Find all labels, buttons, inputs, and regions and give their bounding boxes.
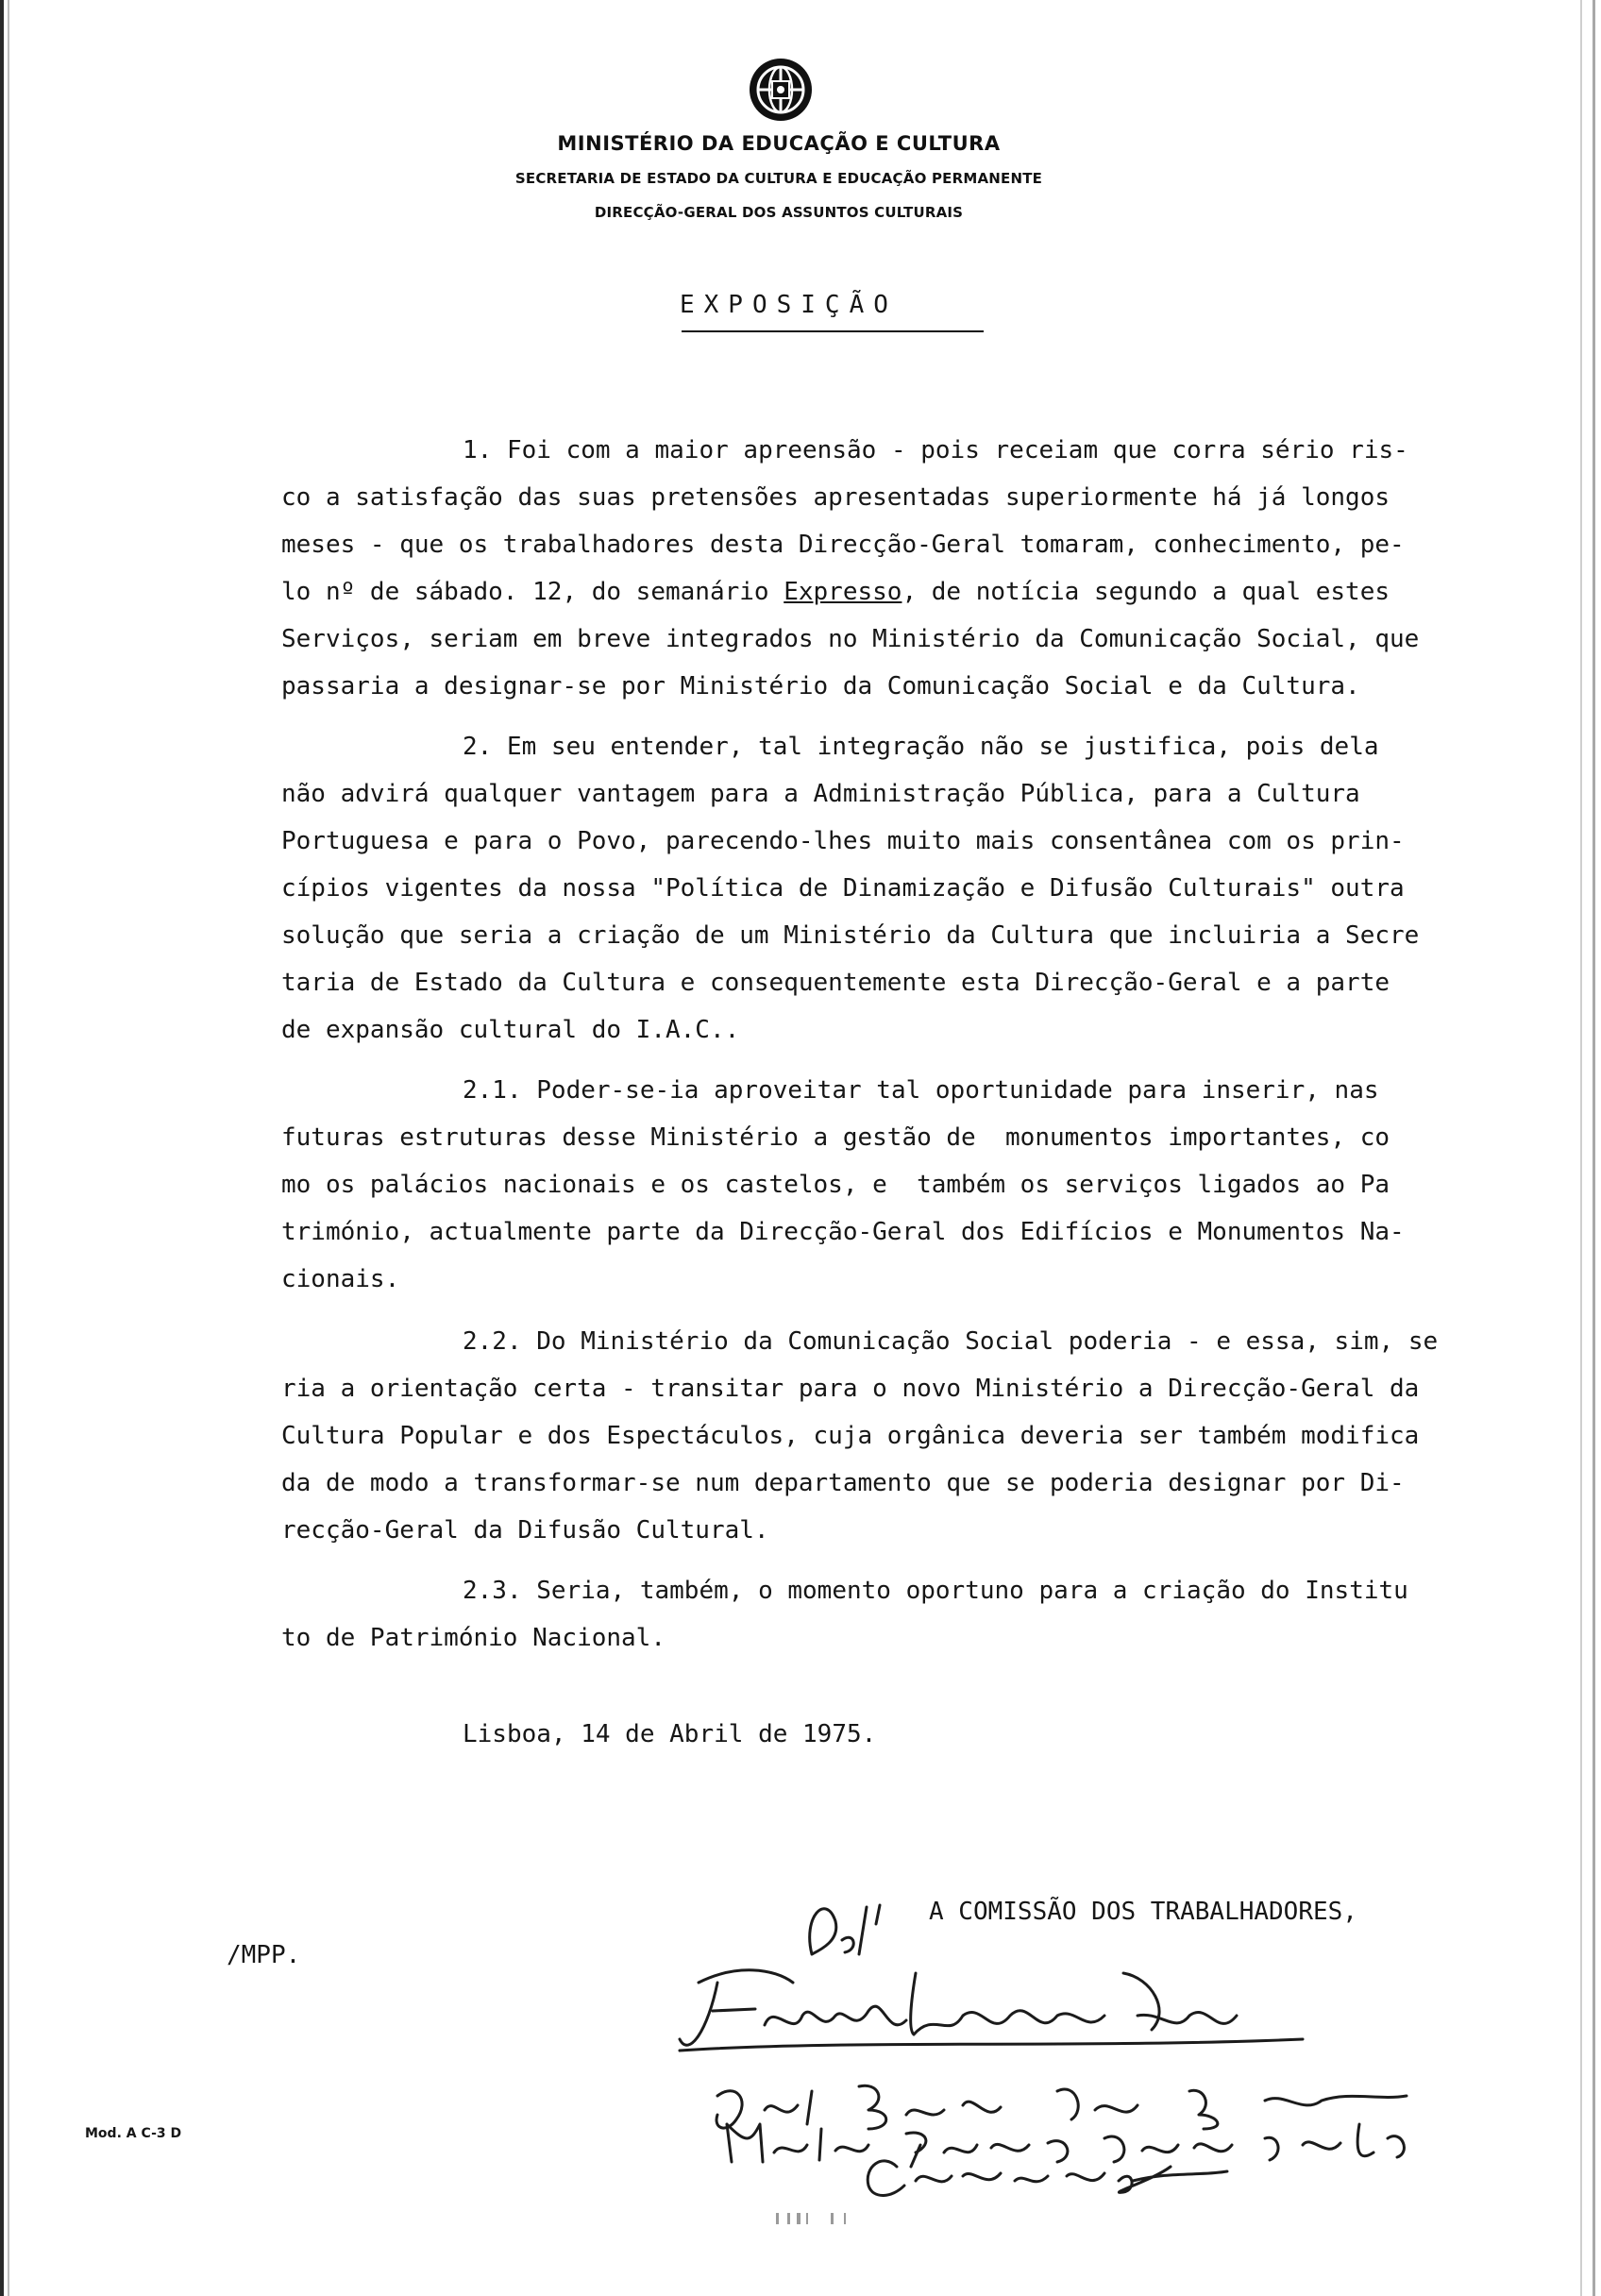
body-line: mo os palácios nacionais e os castelos, e também os serviços ligados ao Pa: [281, 1171, 1390, 1199]
scan-edge-left: [0, 0, 4, 2296]
scan-edge-right: [1580, 0, 1582, 2296]
body-line: da de modo a transformar-se num departamento que se poderia designar por Di-: [281, 1469, 1405, 1497]
state-seal-icon: [748, 57, 814, 123]
document-title: EXPOSIÇÃO: [680, 291, 898, 319]
body-line: to de Património Nacional.: [281, 1624, 666, 1652]
body-line-part: lo nº de sábado. 12, do semanário Expresso, de notícia segundo a qual estes: [281, 578, 1390, 606]
scan-edge-left-inner: [8, 0, 9, 2296]
body-line: ria a orientação certa - transitar para o novo Ministério a Direcção-Geral da: [281, 1375, 1420, 1403]
body-line: recção-Geral da Difusão Cultural.: [281, 1516, 769, 1545]
body-line: [281, 578, 1390, 606]
typist-initials: /MPP.: [227, 1941, 301, 1969]
ministry-heading: MINISTÉRIO DA EDUCAÇÃO E CULTURA: [557, 132, 1001, 155]
body-line: 2.2. Do Ministério da Comunicação Social poderia - e essa, sim, se: [463, 1327, 1439, 1356]
handwritten-signatures: [661, 1898, 1510, 2200]
body-line: 2.3. Seria, também, o momento oportuno para a criação do Institu: [463, 1577, 1408, 1605]
body-line: 2. Em seu entender, tal integração não se justifica, pois dela: [463, 733, 1379, 761]
body-line: cionais.: [281, 1265, 400, 1293]
body-line: de expansão cultural do I.A.C..: [281, 1016, 740, 1044]
body-line: trimónio, actualmente parte da Direcção-Geral dos Edifícios e Monumentos Na-: [281, 1218, 1405, 1246]
body-line: co a satisfação das suas pretensões apresentadas superiormente há já longos: [281, 483, 1390, 512]
body-line: solução que seria a criação de um Ministério da Cultura que incluiria a Secre: [281, 921, 1420, 950]
body-line: passaria a designar-se por Ministério da Comunicação Social e da Cultura.: [281, 672, 1360, 701]
place-date: Lisboa, 14 de Abril de 1975.: [463, 1720, 877, 1748]
form-code: Mod. A C-3 D: [85, 2126, 182, 2141]
body-line: não advirá qualquer vantagem para a Administração Pública, para a Cultura: [281, 780, 1360, 808]
newspaper-name: Expresso: [784, 578, 902, 606]
scan-artifact: [774, 2209, 868, 2228]
body-line: cípios vigentes da nossa "Política de Dinamização e Difusão Culturais" outra: [281, 874, 1405, 903]
secretariat-heading: SECRETARIA DE ESTADO DA CULTURA E EDUCAÇÃO PERMANENTE: [514, 170, 1043, 187]
body-line: Cultura Popular e dos Espectáculos, cuja orgânica deveria ser também modifica: [281, 1422, 1420, 1450]
body-line: 1. Foi com a maior apreensão - pois receiam que corra sério ris-: [463, 436, 1408, 464]
body-line: taria de Estado da Cultura e consequentemente esta Direcção-Geral e a parte: [281, 969, 1390, 997]
body-line: Portuguesa e para o Povo, parecendo-lhes muito mais consentânea com os prin-: [281, 827, 1405, 855]
body-line: meses - que os trabalhadores desta Direcção-Geral tomaram, conhecimento, pe-: [281, 531, 1405, 559]
body-line: Serviços, seriam em breve integrados no Ministério da Comunicação Social, que: [281, 625, 1420, 653]
scan-edge-right-outer: [1593, 0, 1595, 2296]
body-line: 2.1. Poder-se-ia aproveitar tal oportunidade para inserir, nas: [463, 1076, 1379, 1105]
title-underline: [682, 330, 984, 332]
directorate-heading: DIRECÇÃO-GERAL DOS ASSUNTOS CULTURAIS: [594, 204, 964, 221]
body-line: futuras estruturas desse Ministério a gestão de monumentos importantes, co: [281, 1123, 1390, 1152]
signature-block-title: A COMISSÃO DOS TRABALHADORES,: [929, 1898, 1357, 1926]
